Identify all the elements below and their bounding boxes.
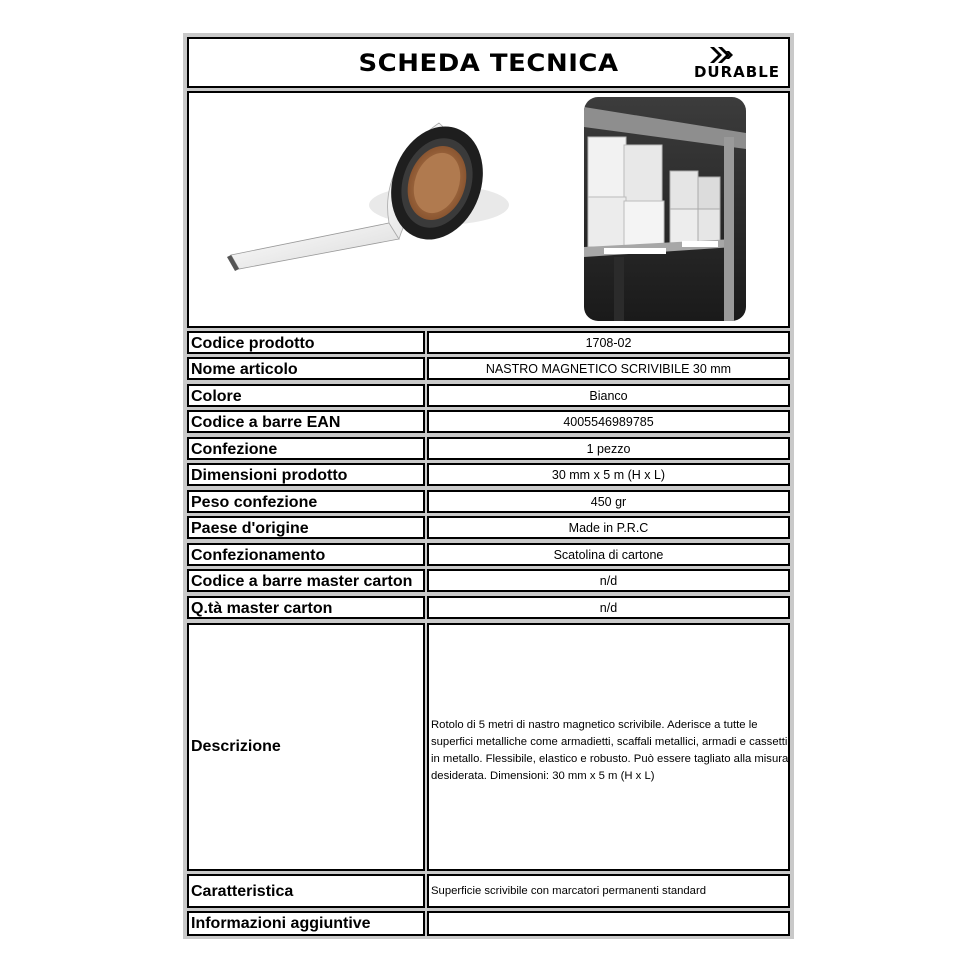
row-label: Confezionamento [191, 547, 326, 564]
product-sheet [183, 33, 794, 939]
row-value-box [427, 516, 790, 539]
row-label-box [187, 543, 425, 566]
row-value: 4005546989785 [563, 415, 654, 429]
row-label: Codice a barre EAN [191, 414, 341, 431]
row-label-box [187, 596, 425, 619]
row-value: NASTRO MAGNETICO SCRIVIBILE 30 mm [485, 362, 732, 376]
extra-label-box [187, 911, 425, 936]
row-label-box [187, 331, 425, 354]
extra-label: Informazioni aggiuntive [191, 915, 371, 932]
row-value: Bianco [589, 389, 628, 403]
description-text: Rotolo di 5 metri di nastro magnetico scrivibile. Aderisce a tutte le superfici metalliche come armadietti, scaffali metallici, armadi e cassetti in metallo. Flessibile, elastico e robusto. Può essere tagliato alla misura desiderata. Dimensioni: 30 mm x 5 m (H x L) [431, 719, 789, 782]
row-label-box [187, 569, 425, 592]
row-value-box [427, 331, 790, 354]
row-value-box [427, 384, 790, 407]
row-value: 450 gr [590, 495, 627, 509]
brand-logo [662, 45, 780, 81]
row-value: Scatolina di cartone [553, 548, 664, 562]
row-label-box [187, 384, 425, 407]
row-label: Peso confezione [191, 494, 318, 511]
image-box [187, 91, 790, 328]
row-value: Made in P.R.C [568, 521, 649, 535]
row-value-box [427, 596, 790, 619]
row-value: n/d [599, 574, 618, 588]
row-label: Dimensioni prodotto [191, 467, 348, 484]
row-value-box [427, 463, 790, 486]
features-value-box [427, 874, 790, 908]
row-label: Confezione [191, 441, 278, 458]
durable-chevron-icon [708, 45, 738, 65]
features-label: Caratteristica [191, 883, 294, 900]
row-value: n/d [599, 601, 618, 615]
shelf-label-photo [584, 97, 746, 321]
row-label-box [187, 357, 425, 380]
row-label-box [187, 410, 425, 433]
row-value: 1708-02 [585, 336, 632, 350]
row-label: Paese d'origine [191, 520, 309, 537]
row-value-box [427, 490, 790, 513]
row-value-box [427, 437, 790, 460]
description-label: Descrizione [191, 738, 281, 755]
row-label: Colore [191, 388, 242, 405]
page-title: SCHEDA TECNICA [358, 49, 619, 77]
description-label-box [187, 623, 425, 871]
row-label-box [187, 516, 425, 539]
row-value-box [427, 543, 790, 566]
row-value: 1 pezzo [586, 442, 631, 456]
extra-value-box [427, 911, 790, 936]
row-value: 30 mm x 5 m (H x L) [551, 468, 666, 482]
row-label: Nome articolo [191, 361, 298, 378]
row-label-box [187, 437, 425, 460]
row-value-box [427, 410, 790, 433]
tape-roll-photo [209, 95, 529, 325]
row-value-box [427, 357, 790, 380]
header-box [187, 37, 790, 88]
features-label-box [187, 874, 425, 908]
row-label: Codice prodotto [191, 335, 315, 352]
row-label-box [187, 490, 425, 513]
row-label-box [187, 463, 425, 486]
features-text: Superficie scrivibile con marcatori permanenti standard [431, 885, 707, 897]
row-label: Codice a barre master carton [191, 573, 413, 590]
brand-name: DURABLE [693, 63, 780, 81]
description-value-box [427, 623, 790, 871]
row-value-box [427, 569, 790, 592]
row-label: Q.tà master carton [191, 600, 333, 617]
